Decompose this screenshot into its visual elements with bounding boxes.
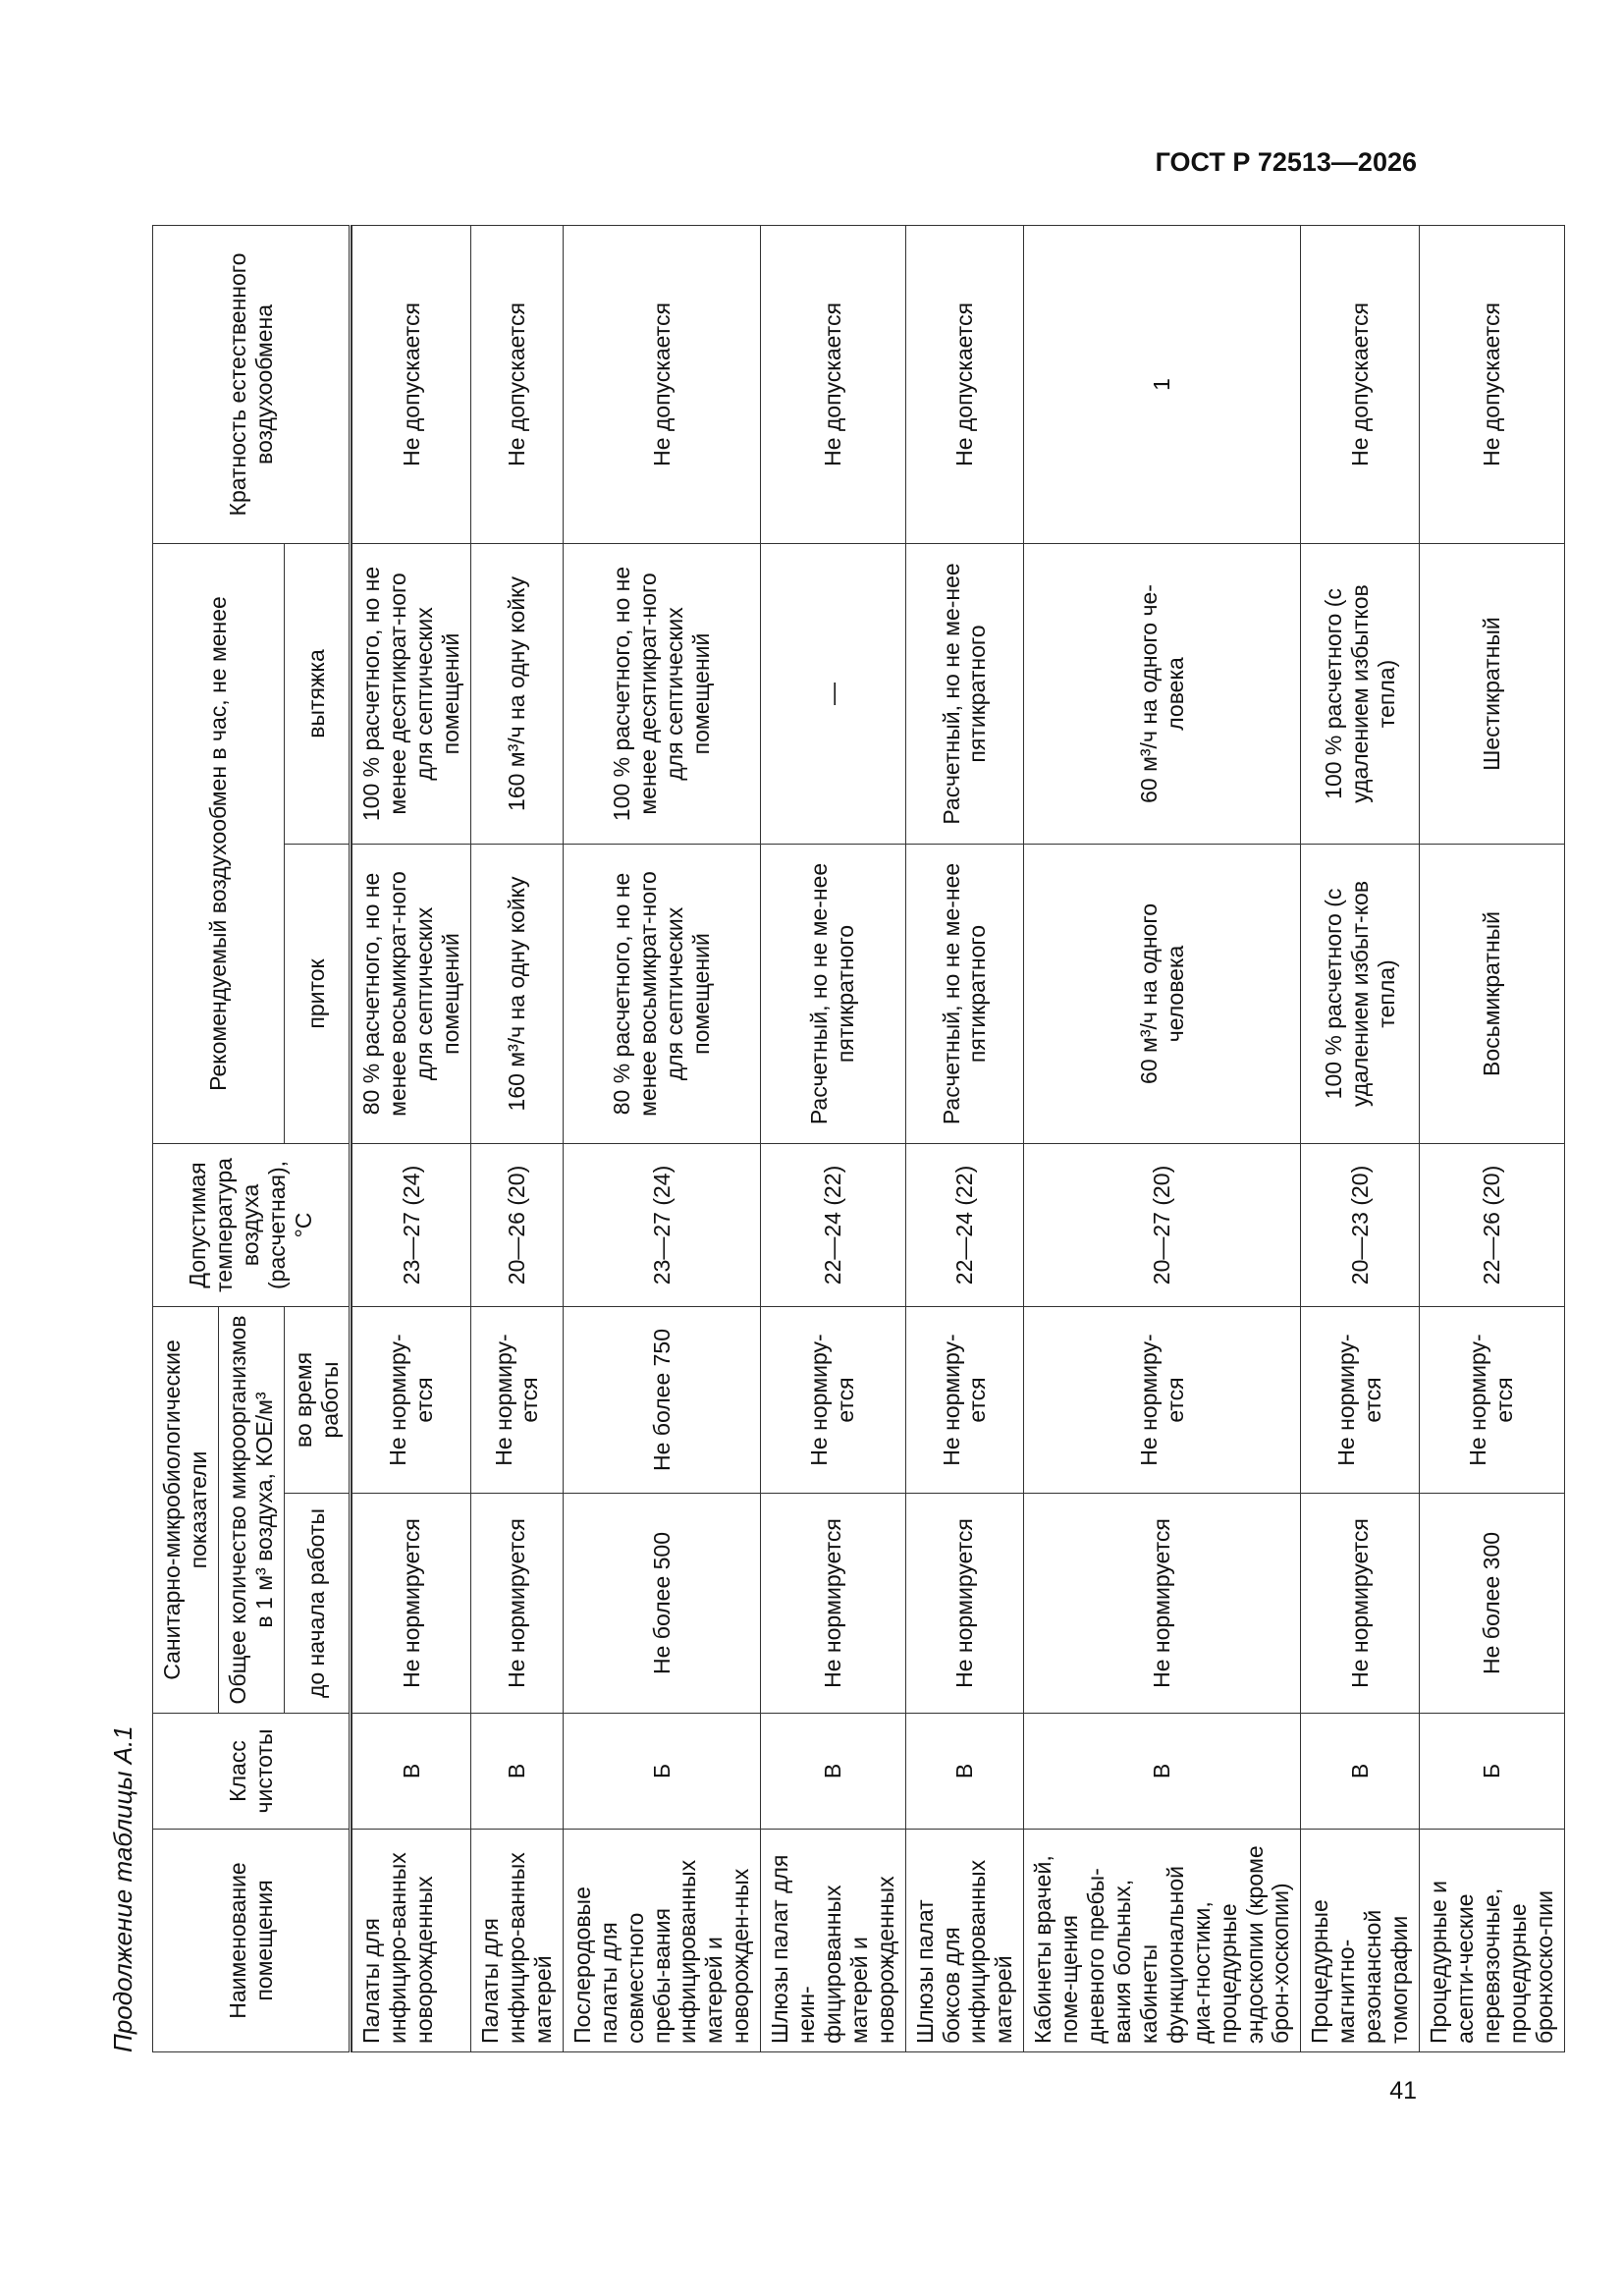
header-microorganisms: Общее количество микроорганизмов в 1 м³ воздуха, КОЕ/м³ — [218, 1306, 284, 1713]
temperature-cell: 22—24 (22) — [761, 1143, 906, 1306]
before-work-cell: Не нормируется — [471, 1494, 564, 1714]
natural-exchange-cell: Не допускается — [1301, 225, 1420, 543]
before-work-cell: Не более 500 — [563, 1494, 760, 1714]
during-work-cell: Не нормиру-ется — [352, 1306, 471, 1493]
header-before-work: до начала работы — [284, 1494, 351, 1714]
natural-exchange-cell: Не допускается — [471, 225, 564, 543]
exhaust-cell: Шестикратный — [1419, 543, 1564, 844]
table-row — [1024, 225, 1301, 2051]
header-room-name: Наименование помещения — [153, 1830, 351, 2052]
temperature-cell: 20—26 (20) — [471, 1143, 564, 1306]
table-row — [905, 225, 1024, 2051]
header-clean-class: Класс чистоты — [153, 1714, 351, 1830]
exhaust-cell: 100 % расчетного (с удалением избытков тепла) — [1301, 543, 1420, 844]
room-name-cell: Шлюзы палат боксов для инфицированных матерей — [905, 1830, 1024, 2052]
before-work-cell: Не нормируется — [1301, 1494, 1420, 1714]
clean-class-cell: В — [352, 1714, 471, 1830]
exhaust-cell: Расчетный, но не ме-нее пятикратного — [905, 543, 1024, 844]
natural-exchange-cell: Не допускается — [761, 225, 906, 543]
clean-class-cell: В — [1024, 1714, 1301, 1830]
supply-cell: Расчетный, но не ме-нее пятикратного — [905, 844, 1024, 1143]
room-name-cell: Послеродовые палаты для совместного пребы-вания инфицированных матерей и новорожден-ных — [563, 1830, 760, 2052]
table-row — [1301, 225, 1420, 2051]
exhaust-cell: 60 м³/ч на одного че-ловека — [1024, 543, 1301, 844]
header-sanitary: Санитарно-микробиологические показатели — [153, 1306, 219, 1713]
during-work-cell: Не нормиру-ется — [1024, 1306, 1301, 1493]
before-work-cell: Не нормируется — [761, 1494, 906, 1714]
before-work-cell: Не нормируется — [1024, 1494, 1301, 1714]
supply-cell: Восьмикратный — [1419, 844, 1564, 1143]
table-row — [471, 225, 564, 2051]
exhaust-cell: — — [761, 543, 906, 844]
room-name-cell: Палаты для инфициро-ванных новорожденных — [352, 1830, 471, 2052]
header-temperature: Допустимая температура воздуха (расчетная), °С — [153, 1143, 351, 1306]
supply-cell: 80 % расчетного, но не менее восьмикрат-ного для септических помещений — [352, 844, 471, 1143]
temperature-cell: 23—27 (24) — [563, 1143, 760, 1306]
supply-cell: 160 м³/ч на одну койку — [471, 844, 564, 1143]
temperature-cell: 20—27 (20) — [1024, 1143, 1301, 1306]
during-work-cell: Не более 750 — [563, 1306, 760, 1493]
table-row — [1419, 225, 1564, 2051]
clean-class-cell: Б — [563, 1714, 760, 1830]
header-natural-exchange: Кратность естественного воздухообмена — [153, 225, 351, 543]
supply-cell: 80 % расчетного, но не менее восьмикрат-ного для септических помещений — [563, 844, 760, 1143]
natural-exchange-cell: 1 — [1024, 225, 1301, 543]
header-air-exchange: Рекомендуемый воздухообмен в час, не менее — [153, 543, 285, 1143]
natural-exchange-cell: Не допускается — [905, 225, 1024, 543]
natural-exchange-cell: Не допускается — [352, 225, 471, 543]
exhaust-cell: 100 % расчетного, но не менее десятикрат-ного для септических помещений — [352, 543, 471, 844]
header-during-work: во время работы — [284, 1306, 351, 1493]
supply-cell: 60 м³/ч на одного человека — [1024, 844, 1301, 1143]
supply-cell: 100 % расчетного (с удалением избыт-ков тепла) — [1301, 844, 1420, 1143]
clean-class-cell: В — [905, 1714, 1024, 1830]
requirements-table — [152, 225, 1565, 2052]
temperature-cell: 20—23 (20) — [1301, 1143, 1420, 1306]
during-work-cell: Не нормиру-ется — [1419, 1306, 1564, 1493]
page-number: 41 — [1389, 2077, 1417, 2105]
natural-exchange-cell: Не допускается — [563, 225, 760, 543]
during-work-cell: Не нормиру-ется — [471, 1306, 564, 1493]
room-name-cell: Шлюзы палат для неин-фицированных матерей и новорожденных — [761, 1830, 906, 2052]
clean-class-cell: Б — [1419, 1714, 1564, 1830]
room-name-cell: Палаты для инфициро-ванных матерей — [471, 1830, 564, 2052]
header-supply: приток — [284, 844, 351, 1143]
room-name-cell: Процедурные и асепти-ческие перевязочные, процедурные бронхоско-пии — [1419, 1830, 1564, 2052]
during-work-cell: Не нормиру-ется — [905, 1306, 1024, 1493]
table-row — [352, 225, 471, 2051]
during-work-cell: Не нормиру-ется — [761, 1306, 906, 1493]
temperature-cell: 22—24 (22) — [905, 1143, 1024, 1306]
room-name-cell: Кабинеты врачей, поме-щения дневного пребы-вания больных, кабинеты функциональной диа-гностики, процедурные эндоскопии (кроме брон-хоскопии) — [1024, 1830, 1301, 2052]
table-row — [761, 225, 906, 2051]
clean-class-cell: В — [1301, 1714, 1420, 1830]
table-row — [563, 225, 760, 2051]
header-exhaust: вытяжка — [284, 543, 351, 844]
clean-class-cell: В — [761, 1714, 906, 1830]
room-name-cell: Процедурные магнитно-резонансной томографии — [1301, 1830, 1420, 2052]
before-work-cell: Не более 300 — [1419, 1494, 1564, 1714]
clean-class-cell: В — [471, 1714, 564, 1830]
supply-cell: Расчетный, но не ме-нее пятикратного — [761, 844, 906, 1143]
table-caption: Продолжение таблицы А.1 — [108, 1725, 137, 2052]
rotated-table-area — [108, 226, 1557, 2052]
before-work-cell: Не нормируется — [352, 1494, 471, 1714]
before-work-cell: Не нормируется — [905, 1494, 1024, 1714]
temperature-cell: 22—26 (20) — [1419, 1143, 1564, 1306]
document-header: ГОСТ Р 72513—2026 — [1155, 147, 1417, 177]
temperature-cell: 23—27 (24) — [352, 1143, 471, 1306]
during-work-cell: Не нормиру-ется — [1301, 1306, 1420, 1493]
exhaust-cell: 160 м³/ч на одну койку — [471, 543, 564, 844]
exhaust-cell: 100 % расчетного, но не менее десятикрат-ного для септических помещений — [563, 543, 760, 844]
natural-exchange-cell: Не допускается — [1419, 225, 1564, 543]
